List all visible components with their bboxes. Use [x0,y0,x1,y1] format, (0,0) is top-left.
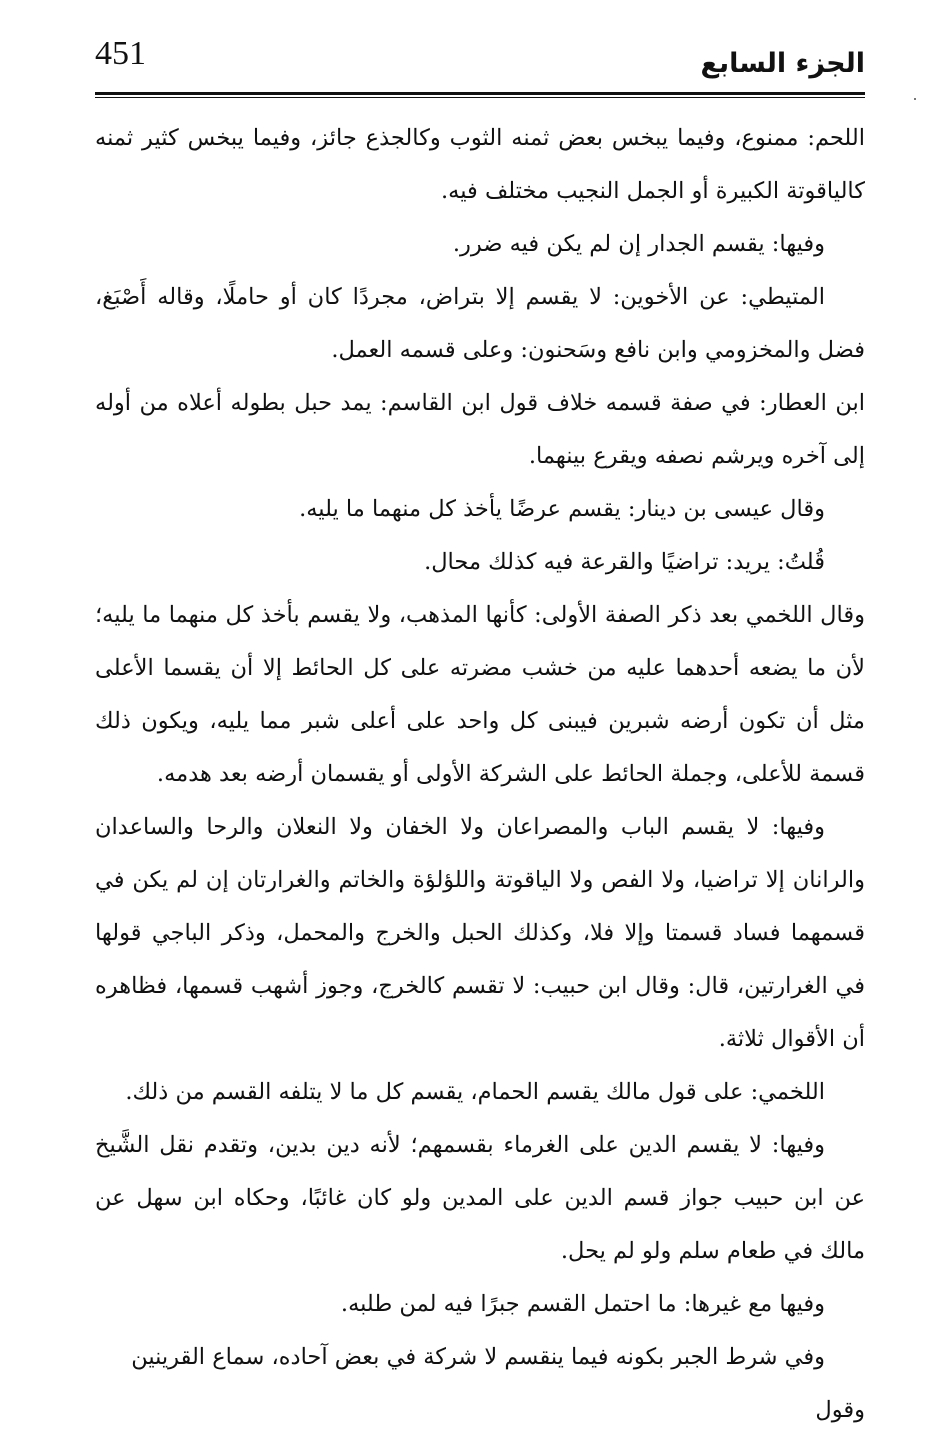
header-rule-thin [95,97,865,98]
paragraph: المتيطي: عن الأخوين: لا يقسم إلا بتراض، مجردًا كان أو حاملًا، وقاله أَصْبَغ، فضل والمخزومي وابن نافع وسَحنون: وعلى قسمه العمل. [95,284,865,363]
paragraph: اللحم: ممنوع، وفيما يبخس بعض ثمنه الثوب وكالجذع جائز، وفيما يبخس كثير ثمنه كالياقوتة الكبيرة أو الجمل النجيب مختلف فيه. [95,125,865,204]
paragraph: وقال عيسى بن دينار: يقسم عرضًا يأخذ كل منهما ما يليه. [299,496,825,522]
header-rule-thick [95,92,865,95]
body-text [95,112,865,1437]
page-number: 451 [95,35,146,72]
paragraph: اللخمي: على قول مالك يقسم الحمام، يقسم كل ما لا يتلفه القسم من ذلك. [125,1079,825,1105]
paragraph: وفي شرط الجبر بكونه فيما ينقسم لا شركة في بعض آحاده، سماع القرينين وقول [131,1344,865,1423]
margin-mark [914,98,916,100]
running-title: الجزء السابع [700,48,865,79]
paragraph: قُلتُ: يريد: تراضيًا والقرعة فيه كذلك محال. [424,549,825,575]
paragraph: وفيها: لا يقسم الباب والمصراعان ولا الخفان ولا النعلان والرحا والساعدان والرانان إلا تراضيا، ولا الفص ولا الياقوتة واللؤلؤة والخاتم والغرارتان إن لم يكن في قسمهما فساد قسمتا وإلا فلا، وكذلك الحبل والخرج والمحمل، وذكر الباجي قولها في الغرارتين، قال: وقال ابن حبيب: لا تقسم كالخرج، وجوز أشهب قسمها، فظاهره أن الأقوال ثلاثة. [95,814,865,1052]
page-header [95,30,865,92]
paragraph: وفيها: يقسم الجدار إن لم يكن فيه ضرر. [452,231,825,257]
paragraph: ابن العطار: في صفة قسمه خلاف قول ابن القاسم: يمد حبل بطوله أعلاه من أوله إلى آخره ويرشم نصفه ويقرع بينهما. [95,390,865,469]
paragraph: وقال اللخمي بعد ذكر الصفة الأولى: كأنها المذهب، ولا يقسم بأخذ كل منهما ما يليه؛ لأن ما يضعه أحدهما عليه من خشب مضرته على كل الحائط إلا أن يقسما الأعلى مثل أن تكون أرضه شبرين فيبنى كل واحد على أعلى شبر مما يليه، ويكون ذلك قسمة للأعلى، وجملة الحائط على الشركة الأولى أو يقسمان أرضه بعد هدمه. [95,602,865,787]
paragraph: وفيها: لا يقسم الدين على الغرماء بقسمهم؛ لأنه دين بدين، وتقدم نقل الشَّيخ عن ابن حبيب جواز قسم الدين على المدين ولو كان غائبًا، وحكاه ابن سهل عن مالك في طعام سلم ولو لم يحل. [95,1132,865,1264]
paragraph: وفيها مع غيرها: ما احتمل القسم جبرًا فيه لمن طلبه. [340,1291,825,1317]
